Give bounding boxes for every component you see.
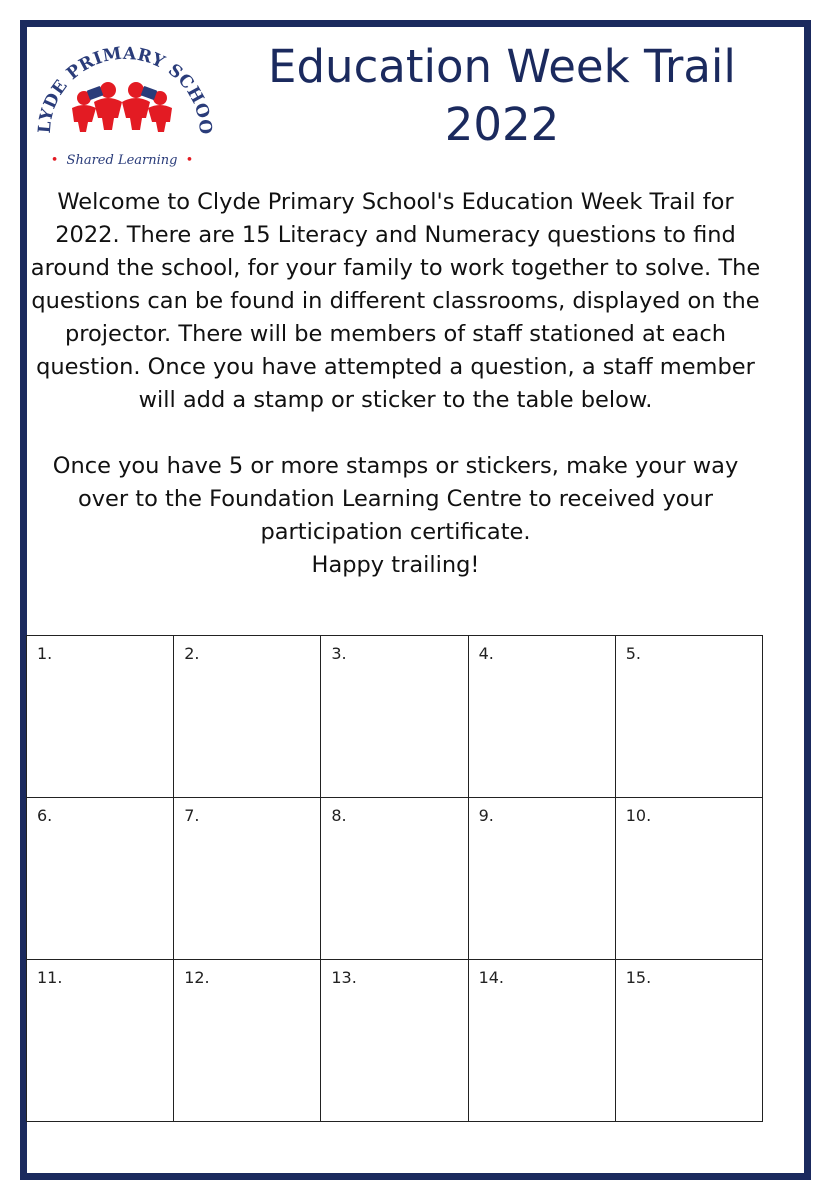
stamp-cell: 15. <box>615 960 762 1122</box>
logo-bullet-left: • <box>50 153 59 168</box>
stamp-cell: 5. <box>615 636 762 798</box>
stamp-cell: 1. <box>27 636 174 798</box>
stamp-cell: 8. <box>321 798 468 960</box>
logo-arc-text: LYDE PRIMARY SCHOO <box>34 43 216 136</box>
table-row <box>27 798 763 960</box>
children-figures-icon <box>72 82 172 132</box>
table-row <box>27 636 763 798</box>
page-title <box>222 38 782 154</box>
school-logo <box>22 24 222 174</box>
logo-bullet-right: • <box>185 153 194 168</box>
closing-line: Happy trailing! <box>311 552 480 578</box>
intro-paragraph-1: Welcome to Clyde Primary School's Education Week Trail for 2022. There are 15 Literacy and Numeracy questions to find around the school, for your family to work together to solve. The questions can be found in different classrooms, displayed on the projector. There will be members of staff stationed at each question. Once you have attempted a question, a staff member will add a stamp or sticker to the table below. <box>30 189 761 413</box>
logo-tagline: Shared Learning <box>66 153 178 168</box>
stamp-cell: 2. <box>174 636 321 798</box>
table-row <box>27 960 763 1122</box>
stamp-cell: 6. <box>27 798 174 960</box>
stamp-cell: 3. <box>321 636 468 798</box>
stamp-cell: 11. <box>27 960 174 1122</box>
stamp-cell: 9. <box>468 798 615 960</box>
stamp-table <box>26 635 763 1122</box>
title-line-2: 2022 <box>444 98 560 151</box>
stamp-cell: 10. <box>615 798 762 960</box>
intro-paragraph-2: Once you have 5 or more stamps or stickers, make your way over to the Foundation Learning Centre to received your participation certificate. <box>52 453 739 545</box>
intro-text <box>30 186 761 582</box>
stamp-cell: 4. <box>468 636 615 798</box>
svg-text:• Shared Learning <box>51 153 194 168</box>
svg-text:CLYDE PRIMARY SCHOOL <box>22 24 215 136</box>
title-line-1: Education Week Trail <box>268 40 736 93</box>
stamp-cell: 12. <box>174 960 321 1122</box>
stamp-cell: 7. <box>174 798 321 960</box>
stamp-cell: 14. <box>468 960 615 1122</box>
stamp-cell: 13. <box>321 960 468 1122</box>
